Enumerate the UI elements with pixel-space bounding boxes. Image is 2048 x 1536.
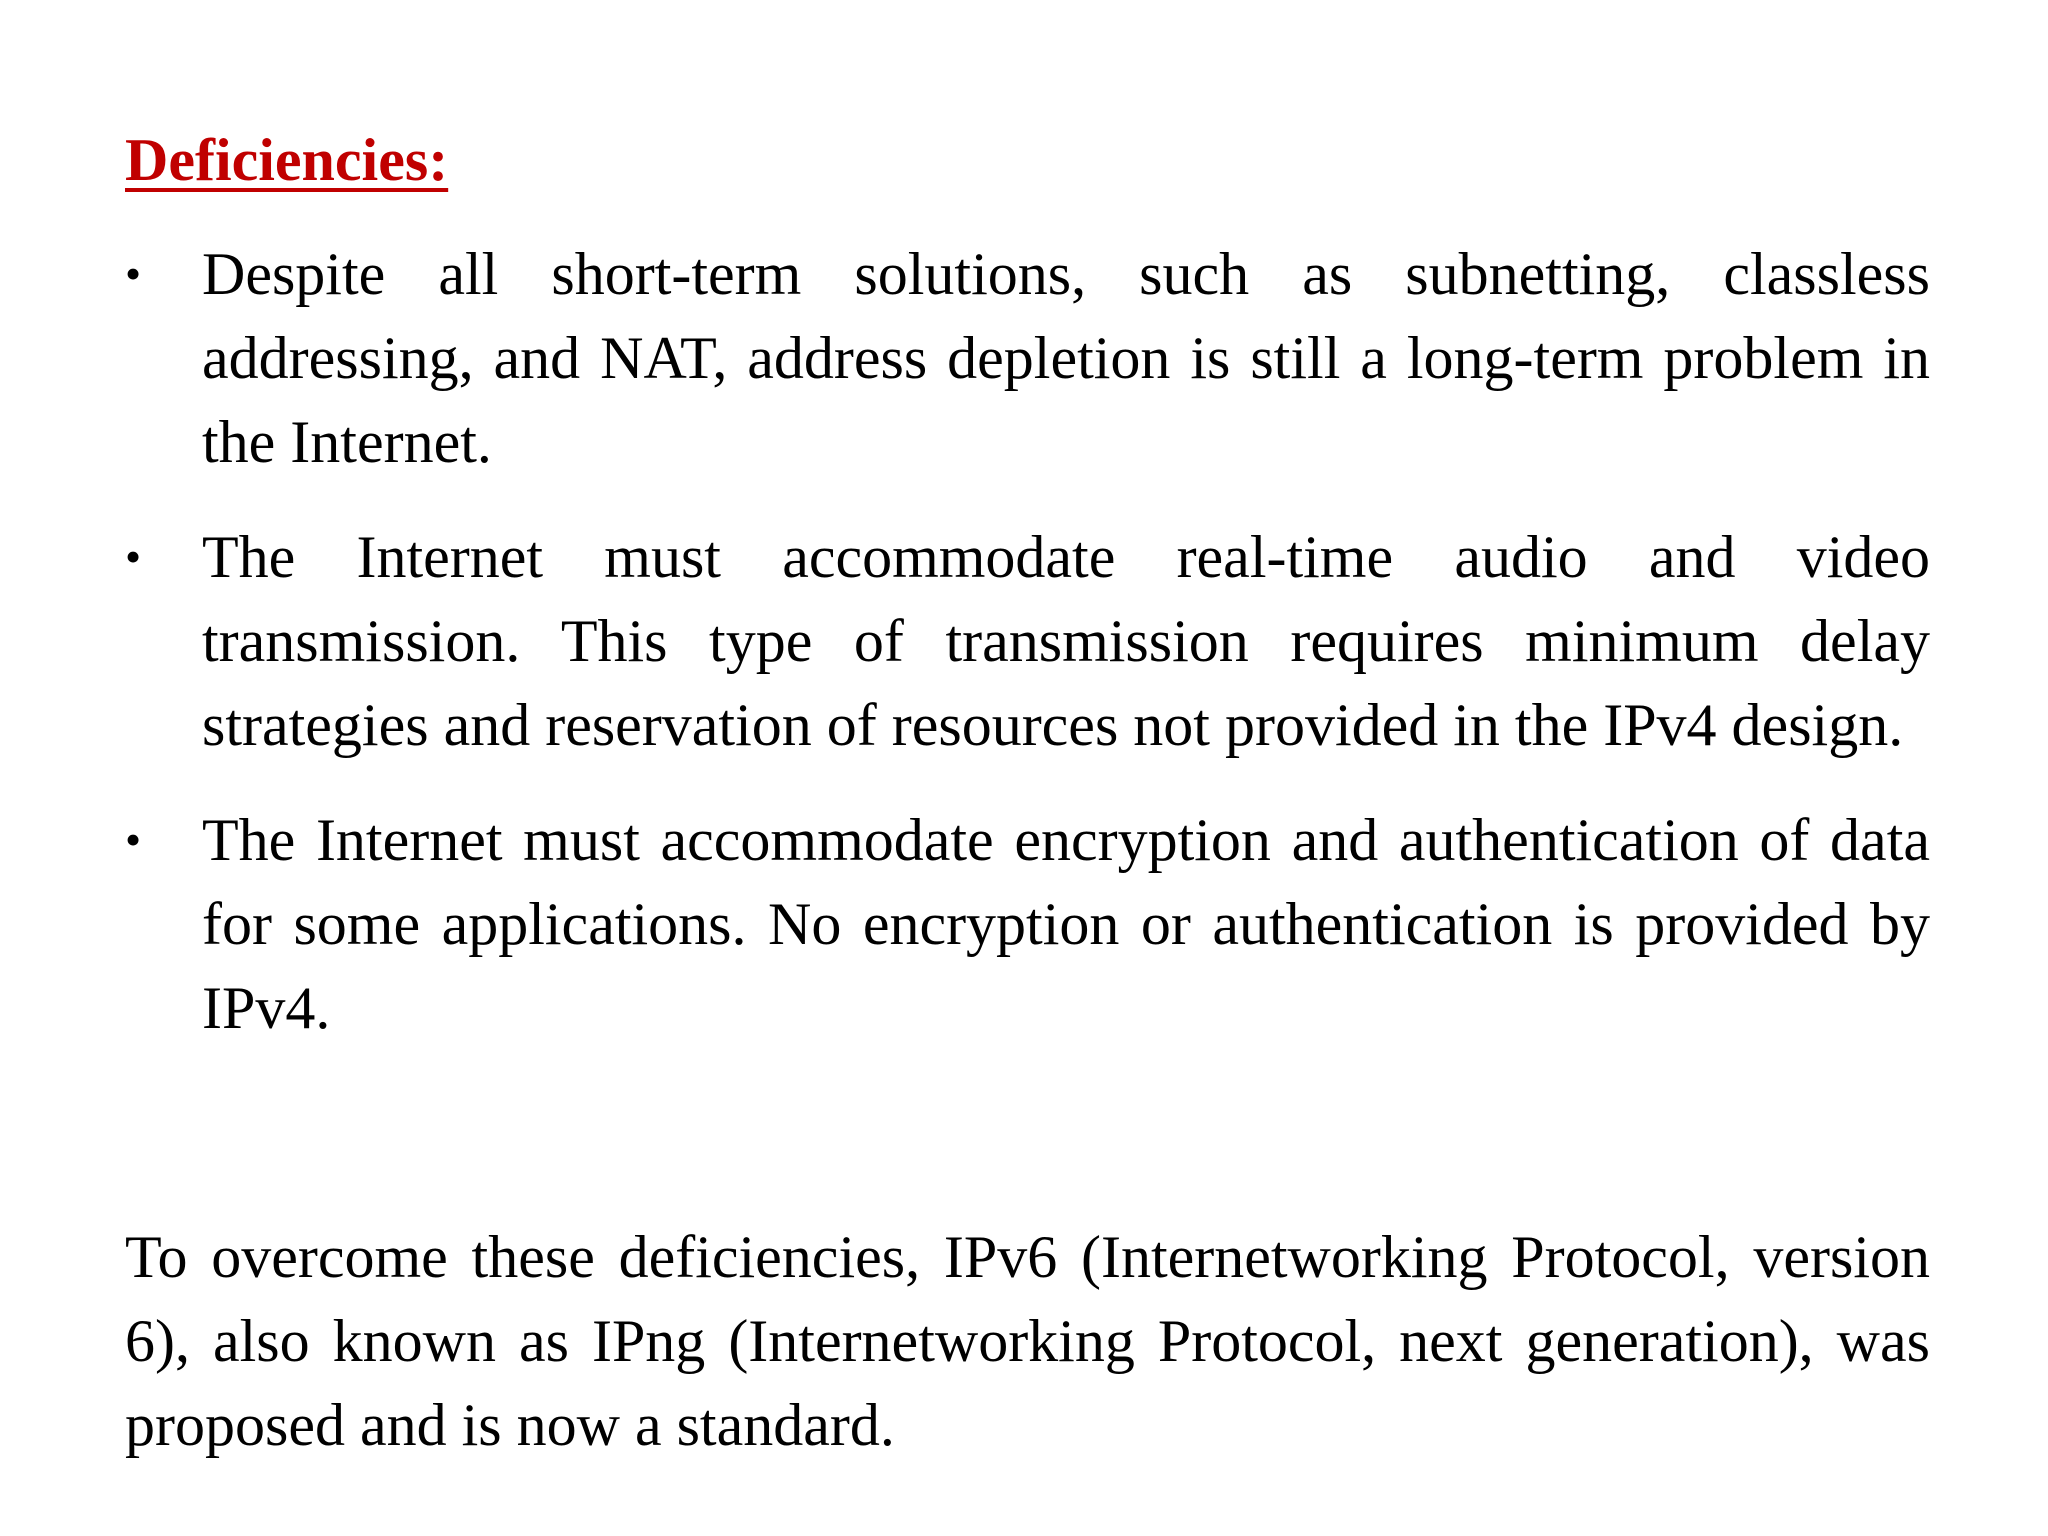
bullet-item-encryption-authentication — [125, 798, 1930, 1050]
bullet-list — [125, 232, 1930, 1050]
bullet-text: The Internet must accommodate real-time audio and video transmission. This type of transmission requires minimum delay strategies and reservation of resources not provided in the IPv4 design. — [202, 524, 1930, 758]
bullet-text: The Internet must accommodate encryption and authentication of data for some applications. No encryption or authentication is provided by IPv4. — [202, 807, 1930, 1041]
bullet-icon: • — [125, 248, 142, 299]
slide-heading: Deficiencies: — [125, 127, 449, 193]
bullet-item-address-depletion — [125, 232, 1930, 484]
bullet-text: Despite all short-term solutions, such as subnetting, classless addressing, and NAT, address depletion is still a long-term problem in the Internet. — [202, 241, 1930, 475]
closing-paragraph: To overcome these deficiencies, IPv6 (Internetworking Protocol, version 6), also known as IPng (Internetworking Protocol, next generation), was proposed and is now a standard. — [125, 1224, 1930, 1458]
bullet-icon: • — [125, 531, 142, 582]
bullet-icon: • — [125, 814, 142, 865]
bullet-item-real-time-transmission — [125, 515, 1930, 767]
